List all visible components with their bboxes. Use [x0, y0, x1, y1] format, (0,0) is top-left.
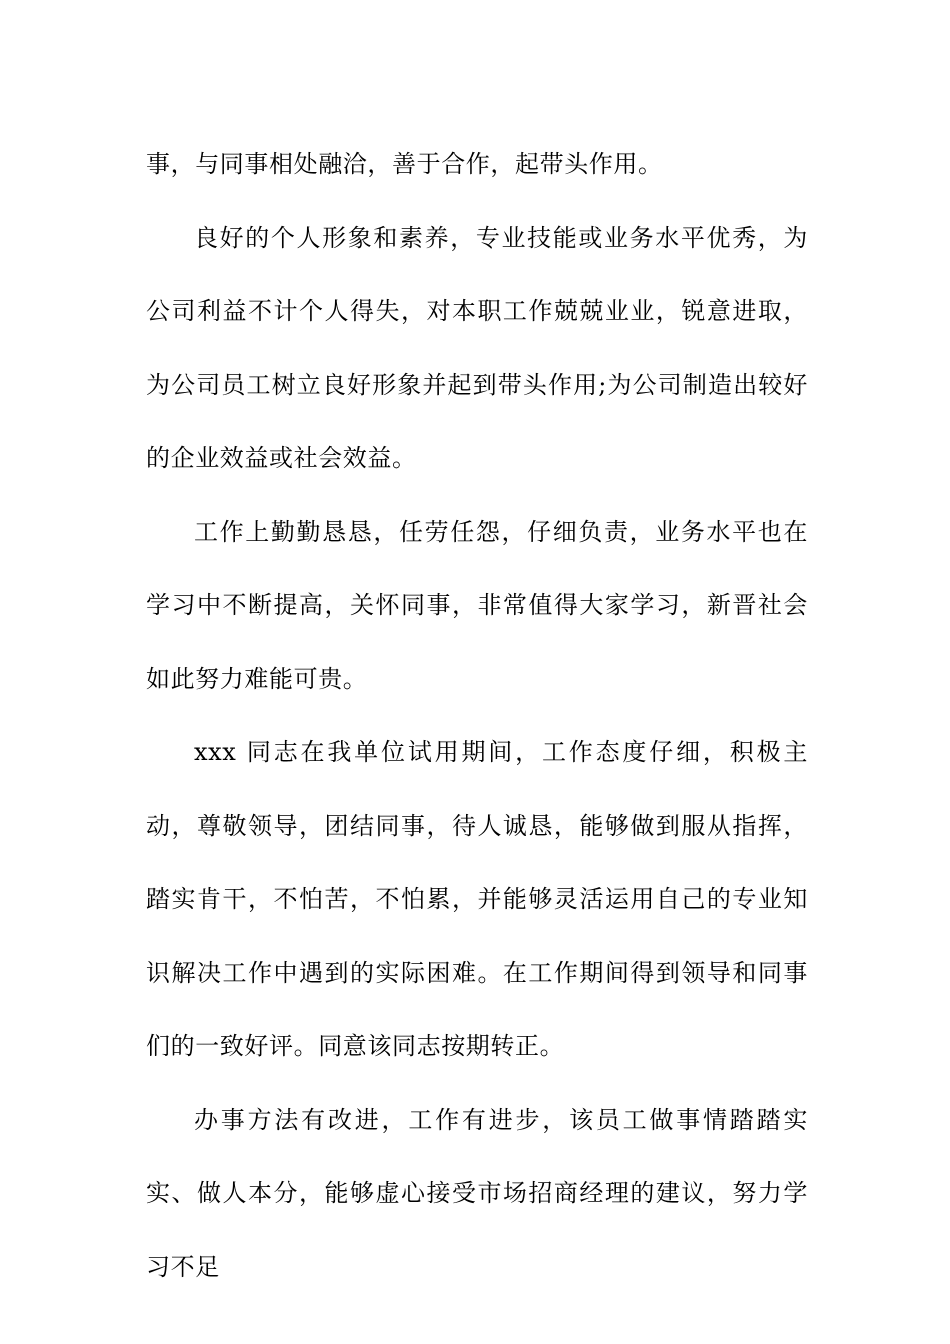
document-body [146, 128, 808, 1304]
paragraph-4: xxx 同志在我单位试用期间，工作态度仔细，积极主动，尊敬领导，团结同事，待人诚恳，能够做到服从指挥，踏实肯干，不怕苦，不怕累，并能够灵活运用自己的专业知识解决工作中遇到的实际困难。在工作期间得到领导和同事们的一致好评。同意该同志按期转正。 [146, 738, 808, 1060]
paragraph-1: 事，与同事相处融洽，善于合作，起带头作用。 [146, 150, 663, 178]
paragraph-2: 良好的个人形象和素养，专业技能或业务水平优秀，为公司利益不计个人得失，对本职工作兢兢业业，锐意进取，为公司员工树立良好形象并起到带头作用;为公司制造出较好的企业效益或社会效益。 [146, 223, 808, 472]
paragraph-5: 办事方法有改进，工作有进步，该员工做事情踏踏实实、做人本分，能够虚心接受市场招商经理的建议，努力学习不足 [146, 1105, 808, 1281]
paragraph-3: 工作上勤勤恳恳，任劳任怨，仔细负责，业务水平也在学习中不断提高，关怀同事，非常值得大家学习，新晋社会如此努力难能可贵。 [146, 517, 808, 693]
